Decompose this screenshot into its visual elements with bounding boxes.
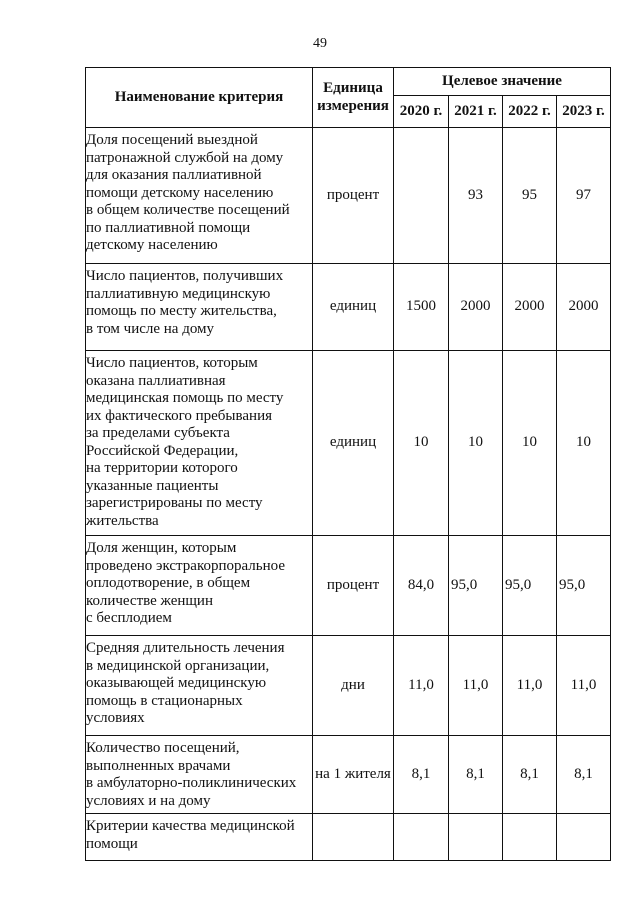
unit-cell [313,814,394,861]
value-cell-2023: 2000 [557,264,611,351]
value-cell-2023 [557,814,611,861]
value-cell-2021: 93 [449,128,503,264]
value-cell-2020: 1500 [394,264,449,351]
value-cell-2022: 11,0 [503,636,557,736]
criterion-name-line: помощь в стационарных [86,692,243,709]
criterion-name [86,536,313,636]
value-cell-2021: 8,1 [449,736,503,814]
criterion-name [86,128,313,264]
criterion-name [86,264,313,351]
criterion-name-line: помощи [86,835,138,852]
table-row [86,351,611,536]
header-unit-line1: Единица [323,80,383,96]
criterion-name-line: Количество посещений, [86,740,240,756]
value-cell-2022: 8,1 [503,736,557,814]
page-number: 49 [313,36,327,51]
table-row [86,264,611,351]
value-cell-2020: 84,0 [394,536,449,636]
criterion-name-line: Критерии качества медицинской [86,818,295,834]
criterion-name-line: в амбулаторно-поликлинических [86,775,297,791]
value-cell-2020 [394,128,449,264]
criterion-name [86,636,313,736]
value-cell-2022: 10 [503,351,557,536]
value-cell-2022 [503,814,557,861]
value-cell-2020 [394,814,449,861]
criterion-name-line: оказывающей медицинскую [86,675,267,691]
header-unit-line2: измерения [317,97,389,114]
criterion-name [86,736,313,814]
header-year-2020: 2020 г. [394,96,449,128]
criterion-name-line: Доля женщин, которым [86,540,237,556]
table-row [86,736,611,814]
criterion-name-line: медицинская помощь по месту [86,390,284,406]
criterion-name-line: количестве женщин [86,592,213,609]
header-unit [313,68,394,128]
criterion-name-line: оказана паллиативная [86,372,226,389]
criterion-name-line: выполненных врачами [86,757,231,774]
criterion-name-line: условиях [86,710,145,726]
value-cell-2022: 95 [503,128,557,264]
value-cell-2023: 11,0 [557,636,611,736]
criterion-name-line: помощи детскому населению [86,184,274,201]
value-cell-2021: 95,0 [449,536,503,636]
criterion-name-line: детскому населению [86,237,218,253]
criterion-name-line: для оказания паллиативной [86,167,262,183]
criterion-name-line: в том числе на дому [86,320,215,337]
unit-cell: единиц [313,264,394,351]
table-body [86,128,611,861]
table-row [86,536,611,636]
table-row [86,814,611,861]
table-row [86,636,611,736]
value-cell-2023: 95,0 [557,536,611,636]
criterion-name-line: с бесплодием [86,610,172,626]
criterion-name-line: условиях и на дому [86,792,211,809]
header-year-2021: 2021 г. [449,96,503,128]
criteria-table [85,67,611,861]
criterion-name-line: по паллиативной помощи [86,219,251,236]
criterion-name-line: их фактического пребывания [86,407,273,424]
criterion-name [86,351,313,536]
value-cell-2020: 10 [394,351,449,536]
value-cell-2023: 97 [557,128,611,264]
unit-cell: процент [313,536,394,636]
criterion-name-line: помощь по месту жительства, [86,303,277,319]
header-target: Целевое значение [394,68,611,96]
criterion-name-line: в общем количестве посещений [86,202,290,218]
value-cell-2023: 8,1 [557,736,611,814]
value-cell-2022: 2000 [503,264,557,351]
criterion-name [86,814,313,861]
header-year-2022: 2022 г. [503,96,557,128]
criterion-name-line: жительства [86,512,159,529]
criterion-name-line: проведено экстракорпоральное [86,557,285,574]
table-row [86,128,611,264]
criterion-name-line: Средняя длительность лечения [86,640,285,656]
value-cell-2020: 8,1 [394,736,449,814]
unit-cell: процент [313,128,394,264]
criterion-name-line: за пределами субъекта [86,425,230,441]
value-cell-2023: 10 [557,351,611,536]
unit-cell: единиц [313,351,394,536]
value-cell-2020: 11,0 [394,636,449,736]
criterion-name-line: паллиативную медицинскую [86,285,271,302]
header-year-2023: 2023 г. [557,96,611,128]
value-cell-2021: 10 [449,351,503,536]
criterion-name-line: оплодотворение, в общем [86,575,251,591]
criterion-name-line: зарегистрированы по месту [86,495,263,511]
value-cell-2022: 95,0 [503,536,557,636]
criterion-name-line: Российской Федерации, [86,442,239,459]
header-criterion: Наименование критерия [86,68,313,128]
criterion-name-line: на территории которого [86,460,238,476]
criterion-name-line: в медицинской организации, [86,657,270,674]
value-cell-2021: 11,0 [449,636,503,736]
unit-cell: дни [313,636,394,736]
criterion-name-line: Число пациентов, получивших [86,268,284,284]
criterion-name-line: Число пациентов, которым [86,355,258,371]
unit-cell: на 1 жителя [313,736,394,814]
value-cell-2021: 2000 [449,264,503,351]
criterion-name-line: патронажной службой на дому [86,149,284,166]
criterion-name-line: указанные пациенты [86,477,219,494]
criterion-name-line: Доля посещений выездной [86,132,258,148]
value-cell-2021 [449,814,503,861]
